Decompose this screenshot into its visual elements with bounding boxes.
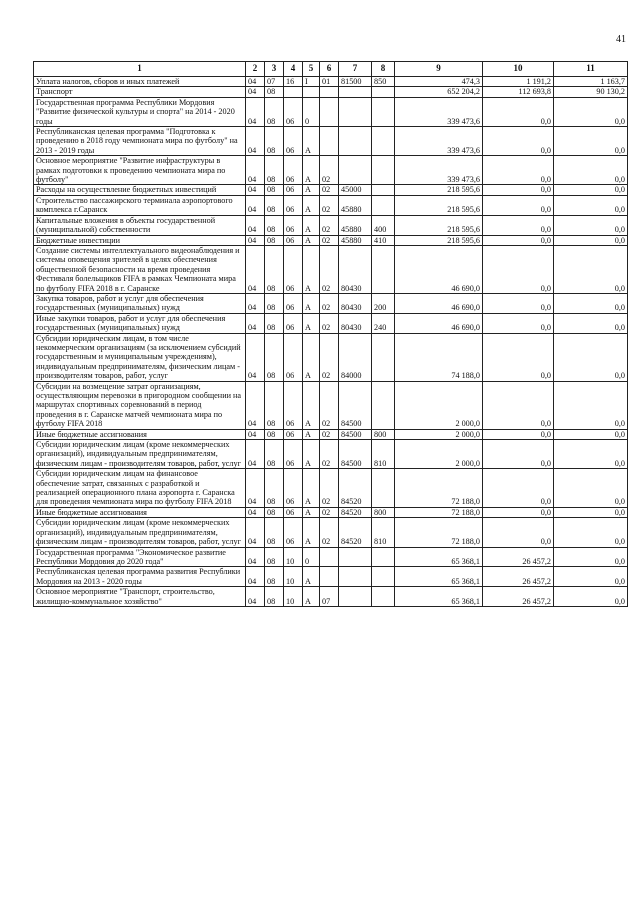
code-program-b: 02 — [320, 156, 339, 185]
amount-year-2: 0,0 — [483, 245, 554, 293]
row-name: Капитальные вложения в объекты государственной (муниципальной) собственности — [34, 215, 246, 235]
amount-year-2: 26 457,2 — [483, 587, 554, 607]
code-subsection: 06 — [284, 381, 303, 429]
amount-year-3: 0,0 — [554, 156, 628, 185]
code-expense-type: 400 — [372, 215, 395, 235]
amount-year-3: 0,0 — [554, 127, 628, 156]
amount-year-3: 0,0 — [554, 547, 628, 567]
code-target: 84500 — [339, 429, 372, 439]
amount-year-1: 218 595,6 — [395, 195, 483, 215]
code-program-a: А — [303, 293, 320, 313]
code-section: 08 — [265, 185, 284, 195]
amount-year-2: 0,0 — [483, 381, 554, 429]
amount-year-1: 339 473,6 — [395, 156, 483, 185]
code-expense-type — [372, 87, 395, 97]
code-program-b: 02 — [320, 429, 339, 439]
code-program-a: А — [303, 507, 320, 517]
code-target — [339, 156, 372, 185]
code-ppp: 04 — [246, 293, 265, 313]
code-ppp: 04 — [246, 156, 265, 185]
row-name: Основное мероприятие "Транспорт, строительство, жилищно-коммунальное хозяйство" — [34, 587, 246, 607]
amount-year-1: 2 000,0 — [395, 381, 483, 429]
table-row — [34, 469, 628, 508]
code-ppp: 04 — [246, 185, 265, 195]
amount-year-1: 65 368,1 — [395, 567, 483, 587]
code-target: 84520 — [339, 507, 372, 517]
amount-year-3: 0,0 — [554, 235, 628, 245]
code-target — [339, 547, 372, 567]
header-row — [34, 62, 628, 77]
table-row — [34, 87, 628, 97]
code-program-b — [320, 547, 339, 567]
row-name: Государственная программа "Экономическое развитие Республики Мордовия до 2020 года" — [34, 547, 246, 567]
amount-year-1: 339 473,6 — [395, 97, 483, 126]
code-expense-type — [372, 381, 395, 429]
row-name: Транспорт — [34, 87, 246, 97]
amount-year-1: 218 595,6 — [395, 215, 483, 235]
code-ppp: 04 — [246, 567, 265, 587]
code-program-b: 02 — [320, 215, 339, 235]
row-name: Иные бюджетные ассигнования — [34, 507, 246, 517]
amount-year-3: 0,0 — [554, 518, 628, 547]
column-header: 3 — [265, 62, 284, 77]
code-program-a: 0 — [303, 547, 320, 567]
code-program-a: А — [303, 313, 320, 333]
code-ppp: 04 — [246, 587, 265, 607]
row-name: Основное мероприятие "Развитие инфраструктуры в рамках подготовки к проведению чемпионата мира по футболу" — [34, 156, 246, 185]
amount-year-2: 0,0 — [483, 235, 554, 245]
code-ppp: 04 — [246, 547, 265, 567]
code-program-a: А — [303, 429, 320, 439]
table-row — [34, 97, 628, 126]
code-program-a: А — [303, 156, 320, 185]
row-name: Строительство пассажирского терминала аэропортового комплекса г.Саранск — [34, 195, 246, 215]
code-program-b: 02 — [320, 245, 339, 293]
code-program-a: А — [303, 185, 320, 195]
amount-year-3: 0,0 — [554, 567, 628, 587]
amount-year-2: 0,0 — [483, 185, 554, 195]
column-header: 4 — [284, 62, 303, 77]
table-row — [34, 127, 628, 156]
column-header: 5 — [303, 62, 320, 77]
code-section: 08 — [265, 127, 284, 156]
table-row — [34, 245, 628, 293]
code-expense-type — [372, 245, 395, 293]
row-name: Субсидии юридическим лицам (кроме некоммерческих организаций), индивидуальным предпринимателям, физическим лицам - производителям товаров, работ, услуг — [34, 518, 246, 547]
row-name: Субсидии юридическим лицам на финансовое обеспечение затрат, связанных с разработкой и реализацией операционного плана аэропорта г. Саранска для проведения чемпионата мира по футболу FIFA 2018 — [34, 469, 246, 508]
column-header: 10 — [483, 62, 554, 77]
code-target: 80430 — [339, 245, 372, 293]
code-section: 08 — [265, 235, 284, 245]
code-ppp: 04 — [246, 313, 265, 333]
code-expense-type — [372, 547, 395, 567]
column-header: 1 — [34, 62, 246, 77]
code-target — [339, 97, 372, 126]
amount-year-2: 0,0 — [483, 195, 554, 215]
table-row — [34, 185, 628, 195]
page-number: 41 — [616, 34, 626, 45]
code-subsection: 10 — [284, 547, 303, 567]
table-row — [34, 313, 628, 333]
code-program-b: 02 — [320, 313, 339, 333]
table-row — [34, 381, 628, 429]
code-expense-type: 200 — [372, 293, 395, 313]
row-name: Субсидии юридическим лицам, в том числе некоммерческим организациям (за исключением субсидий государственным и муниципальным учреждениям), индивидуальным предпринимателям, физическим лицам - производителям товаров, работ, услуг — [34, 333, 246, 381]
amount-year-3: 0,0 — [554, 195, 628, 215]
code-expense-type — [372, 97, 395, 126]
code-ppp: 04 — [246, 97, 265, 126]
code-ppp: 04 — [246, 469, 265, 508]
code-target: 84520 — [339, 518, 372, 547]
code-target: 80430 — [339, 293, 372, 313]
row-name: Расходы на осуществление бюджетных инвестиций — [34, 185, 246, 195]
amount-year-2: 0,0 — [483, 127, 554, 156]
code-target: 45880 — [339, 235, 372, 245]
amount-year-2: 0,0 — [483, 97, 554, 126]
row-name: Создание системы интеллектуального видеонаблюдения и системы оповещения зрителей в целях обеспечения общественной безопасности на время проведения Фестиваля болельщиков FIFA в рамках Чемпионата мира по футболу FIFA 2018 в г. Саранске — [34, 245, 246, 293]
amount-year-3: 0,0 — [554, 587, 628, 607]
code-expense-type: 800 — [372, 507, 395, 517]
code-program-b: 02 — [320, 518, 339, 547]
table-row — [34, 235, 628, 245]
amount-year-2: 26 457,2 — [483, 547, 554, 567]
code-ppp: 04 — [246, 333, 265, 381]
column-header: 11 — [554, 62, 628, 77]
code-section: 08 — [265, 313, 284, 333]
code-section: 08 — [265, 518, 284, 547]
table-row — [34, 518, 628, 547]
code-ppp: 04 — [246, 440, 265, 469]
code-subsection: 06 — [284, 97, 303, 126]
amount-year-2: 0,0 — [483, 429, 554, 439]
code-section: 08 — [265, 469, 284, 508]
row-name: Республиканская целевая программа "Подготовка к проведению в 2018 году чемпионата мира по футболу" на 2013 - 2019 годы — [34, 127, 246, 156]
code-subsection: 06 — [284, 429, 303, 439]
code-program-b — [320, 97, 339, 126]
code-program-a — [303, 87, 320, 97]
code-expense-type — [372, 156, 395, 185]
amount-year-3: 0,0 — [554, 245, 628, 293]
amount-year-1: 2 000,0 — [395, 440, 483, 469]
code-section: 08 — [265, 547, 284, 567]
code-target: 80430 — [339, 313, 372, 333]
code-subsection: 06 — [284, 127, 303, 156]
table-row — [34, 440, 628, 469]
amount-year-1: 65 368,1 — [395, 547, 483, 567]
code-ppp: 04 — [246, 507, 265, 517]
code-target — [339, 87, 372, 97]
amount-year-2: 26 457,2 — [483, 567, 554, 587]
code-subsection: 06 — [284, 507, 303, 517]
code-section: 08 — [265, 333, 284, 381]
amount-year-1: 218 595,6 — [395, 235, 483, 245]
table-row — [34, 333, 628, 381]
code-ppp: 04 — [246, 245, 265, 293]
code-target: 84000 — [339, 333, 372, 381]
amount-year-3: 0,0 — [554, 440, 628, 469]
code-section: 08 — [265, 245, 284, 293]
amount-year-1: 46 690,0 — [395, 313, 483, 333]
code-expense-type: 800 — [372, 429, 395, 439]
code-program-b: 02 — [320, 469, 339, 508]
code-program-a: А — [303, 127, 320, 156]
code-subsection: 16 — [284, 77, 303, 87]
column-header: 9 — [395, 62, 483, 77]
code-program-a: А — [303, 440, 320, 469]
table-row — [34, 587, 628, 607]
amount-year-3: 0,0 — [554, 97, 628, 126]
code-section: 08 — [265, 215, 284, 235]
code-section: 08 — [265, 97, 284, 126]
code-subsection: 06 — [284, 215, 303, 235]
code-section: 08 — [265, 195, 284, 215]
code-program-b: 07 — [320, 587, 339, 607]
code-target: 81500 — [339, 77, 372, 87]
amount-year-1: 339 473,6 — [395, 127, 483, 156]
code-expense-type: 810 — [372, 440, 395, 469]
amount-year-3: 1 163,7 — [554, 77, 628, 87]
code-expense-type — [372, 185, 395, 195]
amount-year-1: 72 188,0 — [395, 507, 483, 517]
amount-year-1: 218 595,6 — [395, 185, 483, 195]
amount-year-1: 474,3 — [395, 77, 483, 87]
code-expense-type: 810 — [372, 518, 395, 547]
amount-year-3: 0,0 — [554, 333, 628, 381]
code-program-a: А — [303, 518, 320, 547]
code-section: 08 — [265, 87, 284, 97]
code-program-a: А — [303, 215, 320, 235]
table-row — [34, 429, 628, 439]
code-section: 08 — [265, 429, 284, 439]
amount-year-2: 0,0 — [483, 313, 554, 333]
code-subsection: 06 — [284, 156, 303, 185]
amount-year-2: 0,0 — [483, 518, 554, 547]
code-program-b: 02 — [320, 440, 339, 469]
code-target — [339, 567, 372, 587]
amount-year-3: 90 130,2 — [554, 87, 628, 97]
code-program-a: I — [303, 77, 320, 87]
code-program-b: 01 — [320, 77, 339, 87]
amount-year-1: 74 188,0 — [395, 333, 483, 381]
code-program-a: А — [303, 245, 320, 293]
table-row — [34, 567, 628, 587]
amount-year-3: 0,0 — [554, 313, 628, 333]
code-expense-type: 850 — [372, 77, 395, 87]
table-row — [34, 195, 628, 215]
code-target: 45880 — [339, 195, 372, 215]
amount-year-3: 0,0 — [554, 381, 628, 429]
code-subsection: 06 — [284, 469, 303, 508]
code-subsection: 10 — [284, 567, 303, 587]
amount-year-3: 0,0 — [554, 293, 628, 313]
code-subsection: 06 — [284, 333, 303, 381]
code-target — [339, 127, 372, 156]
amount-year-2: 112 693,8 — [483, 87, 554, 97]
code-expense-type — [372, 195, 395, 215]
amount-year-2: 0,0 — [483, 440, 554, 469]
column-header: 7 — [339, 62, 372, 77]
amount-year-3: 0,0 — [554, 185, 628, 195]
table-row — [34, 507, 628, 517]
row-name: Иные бюджетные ассигнования — [34, 429, 246, 439]
amount-year-1: 46 690,0 — [395, 293, 483, 313]
code-ppp: 04 — [246, 215, 265, 235]
code-subsection: 06 — [284, 185, 303, 195]
code-program-a: А — [303, 333, 320, 381]
code-section: 08 — [265, 440, 284, 469]
amount-year-3: 0,0 — [554, 507, 628, 517]
amount-year-2: 0,0 — [483, 156, 554, 185]
code-program-b: 02 — [320, 235, 339, 245]
code-program-b: 02 — [320, 381, 339, 429]
amount-year-2: 0,0 — [483, 333, 554, 381]
code-program-a: А — [303, 587, 320, 607]
code-program-a: А — [303, 381, 320, 429]
budget-table — [33, 61, 628, 607]
code-program-a: А — [303, 469, 320, 508]
code-program-b: 02 — [320, 293, 339, 313]
amount-year-1: 46 690,0 — [395, 245, 483, 293]
code-program-a: А — [303, 195, 320, 215]
amount-year-1: 2 000,0 — [395, 429, 483, 439]
column-header: 8 — [372, 62, 395, 77]
table-row — [34, 547, 628, 567]
code-subsection — [284, 87, 303, 97]
amount-year-2: 0,0 — [483, 469, 554, 508]
code-subsection: 06 — [284, 313, 303, 333]
amount-year-3: 0,0 — [554, 469, 628, 508]
table-row — [34, 215, 628, 235]
code-section: 08 — [265, 587, 284, 607]
table-row — [34, 77, 628, 87]
code-expense-type — [372, 567, 395, 587]
code-section: 07 — [265, 77, 284, 87]
code-target: 45000 — [339, 185, 372, 195]
code-ppp: 04 — [246, 518, 265, 547]
code-subsection: 06 — [284, 245, 303, 293]
code-program-b: 02 — [320, 185, 339, 195]
code-expense-type: 240 — [372, 313, 395, 333]
code-subsection: 06 — [284, 518, 303, 547]
code-ppp: 04 — [246, 381, 265, 429]
column-header: 6 — [320, 62, 339, 77]
amount-year-1: 72 188,0 — [395, 518, 483, 547]
code-program-b: 02 — [320, 507, 339, 517]
code-target: 84500 — [339, 381, 372, 429]
table-row — [34, 293, 628, 313]
code-program-b — [320, 127, 339, 156]
code-ppp: 04 — [246, 87, 265, 97]
code-ppp: 04 — [246, 429, 265, 439]
amount-year-2: 0,0 — [483, 293, 554, 313]
code-program-a: А — [303, 235, 320, 245]
row-name: Республиканская целевая программа развития Республики Мордовия на 2013 - 2020 годы — [34, 567, 246, 587]
code-program-b: 02 — [320, 195, 339, 215]
code-subsection: 06 — [284, 235, 303, 245]
amount-year-2: 0,0 — [483, 507, 554, 517]
row-name: Субсидии юридическим лицам (кроме некоммерческих организаций), индивидуальным предпринимателям, физическим лицам - производителям товаров, работ, услуг — [34, 440, 246, 469]
code-target: 84520 — [339, 469, 372, 508]
code-subsection: 06 — [284, 440, 303, 469]
code-program-a: 0 — [303, 97, 320, 126]
amount-year-2: 0,0 — [483, 215, 554, 235]
code-expense-type: 410 — [372, 235, 395, 245]
code-section: 08 — [265, 381, 284, 429]
row-name: Иные закупки товаров, работ и услуг для обеспечения государственных (муниципальных) нужд — [34, 313, 246, 333]
amount-year-3: 0,0 — [554, 215, 628, 235]
code-section: 08 — [265, 293, 284, 313]
code-ppp: 04 — [246, 77, 265, 87]
code-section: 08 — [265, 507, 284, 517]
amount-year-3: 0,0 — [554, 429, 628, 439]
code-ppp: 04 — [246, 235, 265, 245]
code-section: 08 — [265, 156, 284, 185]
code-subsection: 10 — [284, 587, 303, 607]
code-program-a: А — [303, 567, 320, 587]
column-header: 2 — [246, 62, 265, 77]
code-expense-type — [372, 587, 395, 607]
code-expense-type — [372, 333, 395, 381]
code-expense-type — [372, 469, 395, 508]
amount-year-2: 1 191,2 — [483, 77, 554, 87]
code-program-b: 02 — [320, 333, 339, 381]
code-ppp: 04 — [246, 195, 265, 215]
row-name: Уплата налогов, сборов и иных платежей — [34, 77, 246, 87]
row-name: Государственная программа Республики Мордовия "Развитие физической культуры и спорта" на 2014 - 2020 годы — [34, 97, 246, 126]
row-name: Бюджетные инвестиции — [34, 235, 246, 245]
code-ppp: 04 — [246, 127, 265, 156]
table-row — [34, 156, 628, 185]
code-expense-type — [372, 127, 395, 156]
amount-year-1: 65 368,1 — [395, 587, 483, 607]
amount-year-1: 72 188,0 — [395, 469, 483, 508]
code-subsection: 06 — [284, 195, 303, 215]
code-section: 08 — [265, 567, 284, 587]
code-program-b — [320, 567, 339, 587]
code-program-b — [320, 87, 339, 97]
code-target — [339, 587, 372, 607]
code-subsection: 06 — [284, 293, 303, 313]
amount-year-1: 652 204,2 — [395, 87, 483, 97]
code-target: 45880 — [339, 215, 372, 235]
row-name: Субсидии на возмещение затрат организациям, осуществляющим перевозки в пригородном сообщении на маршрутах спортивных соревнований в период проведения в г. Саранске матчей чемпионата мира по футболу FIFA 2018 — [34, 381, 246, 429]
row-name: Закупка товаров, работ и услуг для обеспечения государственных (муниципальных) нужд — [34, 293, 246, 313]
code-target: 84500 — [339, 440, 372, 469]
